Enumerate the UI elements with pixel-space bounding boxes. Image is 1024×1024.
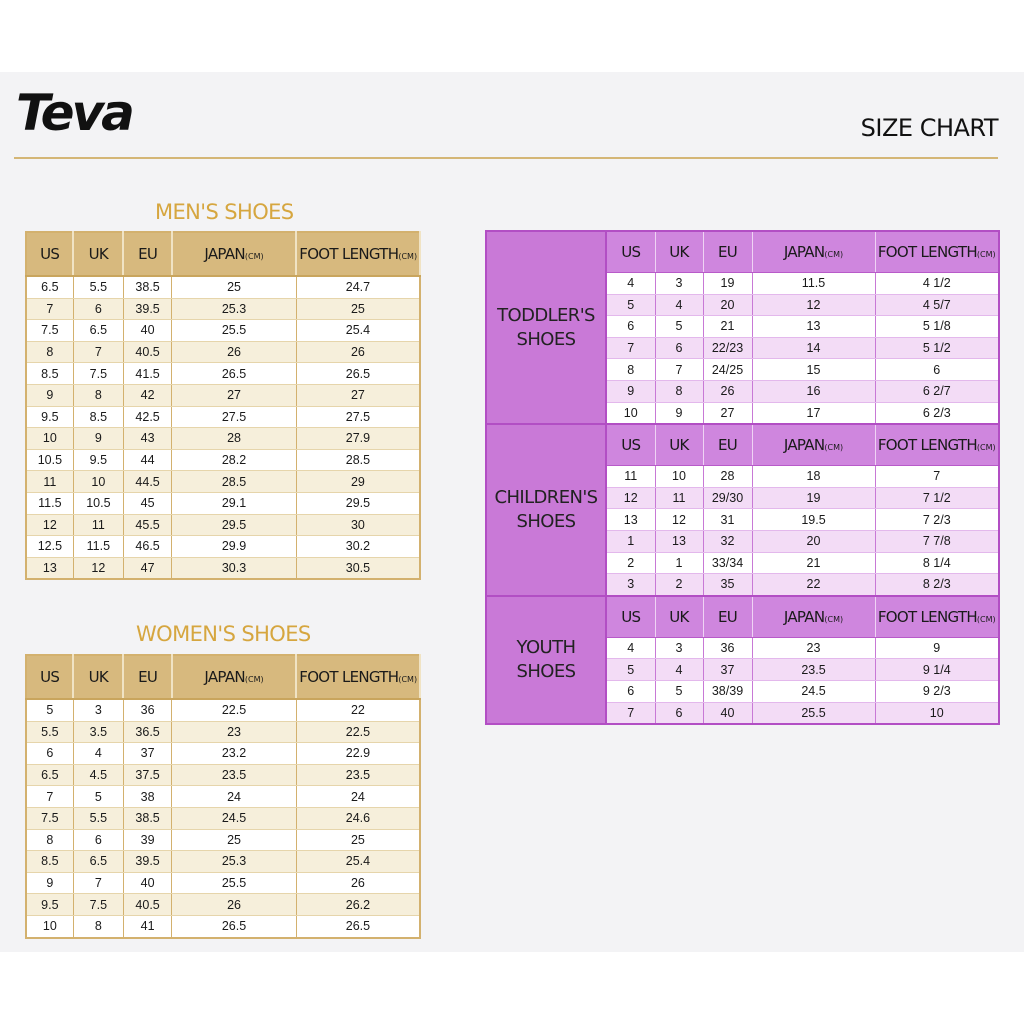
table-cell: 13 [606, 509, 655, 531]
unit-label: (CM) [398, 675, 418, 684]
table-row [26, 363, 420, 385]
kids-header-row [486, 424, 999, 466]
table-cell: 8.5 [73, 406, 123, 428]
men-size-table [25, 231, 421, 580]
kids-col-header: EU [703, 424, 752, 466]
kids-col-header: FOOT LENGTH(CM) [875, 596, 999, 638]
table-cell: 6 [655, 702, 703, 724]
table-row [26, 721, 420, 743]
table-cell: 28.5 [172, 471, 297, 493]
table-cell: 8 [26, 341, 73, 363]
table-cell: 20 [752, 530, 875, 552]
table-cell: 11 [26, 471, 73, 493]
table-cell: 6 [606, 680, 655, 702]
table-cell: 19 [703, 273, 752, 295]
table-row [26, 872, 420, 894]
table-cell: 7 [26, 786, 73, 808]
table-cell: 37 [703, 659, 752, 681]
table-cell: 38/39 [703, 680, 752, 702]
table-row [26, 807, 420, 829]
table-cell: 4 [655, 659, 703, 681]
table-cell: 38.5 [123, 807, 171, 829]
table-cell: 7 [73, 341, 123, 363]
table-cell: 11 [606, 466, 655, 488]
table-cell: 26 [172, 341, 297, 363]
table-cell: 39.5 [123, 298, 171, 320]
table-cell: 19 [752, 487, 875, 509]
table-cell: 16 [752, 380, 875, 402]
table-cell: 9 [655, 402, 703, 424]
table-cell: 26 [703, 380, 752, 402]
table-cell: 8 [606, 359, 655, 381]
table-cell: 10 [875, 702, 999, 724]
women-col-header: EU [123, 655, 171, 699]
table-cell: 22.5 [172, 699, 297, 721]
table-cell: 4.5 [73, 764, 123, 786]
table-cell: 9 [875, 637, 999, 659]
table-row [26, 341, 420, 363]
table-cell: 36 [123, 699, 171, 721]
table-cell: 12.5 [26, 536, 73, 558]
table-cell: 42.5 [123, 406, 171, 428]
table-cell: 14 [752, 337, 875, 359]
table-cell: 24.7 [296, 276, 420, 298]
table-cell: 3 [606, 574, 655, 596]
kids-col-header: US [606, 424, 655, 466]
table-cell: 13 [26, 557, 73, 579]
unit-label: (CM) [244, 252, 264, 261]
table-cell: 4 5/7 [875, 294, 999, 316]
table-cell: 19.5 [752, 509, 875, 531]
table-cell: 41.5 [123, 363, 171, 385]
table-cell: 11.5 [752, 273, 875, 295]
table-cell: 27.5 [296, 406, 420, 428]
table-cell: 12 [752, 294, 875, 316]
kids-col-header: JAPAN(CM) [752, 424, 875, 466]
table-cell: 5 [655, 680, 703, 702]
table-cell: 9 [26, 384, 73, 406]
table-cell: 7 [73, 872, 123, 894]
women-size-table [25, 654, 421, 939]
teva-logo [14, 86, 174, 136]
table-cell: 27.5 [172, 406, 297, 428]
kids-header-row [486, 231, 999, 273]
table-cell: 22 [296, 699, 420, 721]
table-cell: 23 [752, 637, 875, 659]
table-cell: 12 [26, 514, 73, 536]
table-cell: 30.5 [296, 557, 420, 579]
table-cell: 22/23 [703, 337, 752, 359]
table-cell: 5.5 [73, 807, 123, 829]
table-cell: 18 [752, 466, 875, 488]
table-cell: 21 [703, 316, 752, 338]
table-cell: 8 [26, 829, 73, 851]
table-row [26, 492, 420, 514]
table-cell: 38 [123, 786, 171, 808]
women-col-header: UK [73, 655, 123, 699]
table-cell: 5 [606, 294, 655, 316]
table-cell: 29.1 [172, 492, 297, 514]
table-cell: 10 [73, 471, 123, 493]
table-cell: 9 [26, 872, 73, 894]
unit-label: (CM) [976, 614, 996, 624]
table-cell: 35 [703, 574, 752, 596]
table-cell: 10 [26, 915, 73, 937]
table-cell: 3.5 [73, 721, 123, 743]
table-cell: 11 [73, 514, 123, 536]
table-cell: 26.5 [172, 363, 297, 385]
table-cell: 8.5 [26, 851, 73, 873]
table-row [26, 471, 420, 493]
kids-col-header: EU [703, 596, 752, 638]
table-cell: 25 [172, 829, 297, 851]
table-cell: 23.5 [172, 764, 297, 786]
table-cell: 37.5 [123, 764, 171, 786]
table-cell: 4 1/2 [875, 273, 999, 295]
table-cell: 23 [172, 721, 297, 743]
table-row [26, 384, 420, 406]
table-cell: 4 [73, 743, 123, 765]
women-section-title: WOMEN'S SHOES [136, 622, 311, 646]
kids-col-header: UK [655, 596, 703, 638]
kids-col-header: US [606, 596, 655, 638]
table-cell: 6.5 [73, 320, 123, 342]
table-cell: 44.5 [123, 471, 171, 493]
table-cell: 6 [606, 316, 655, 338]
kids-col-header: FOOT LENGTH(CM) [875, 424, 999, 466]
table-cell: 26.5 [296, 363, 420, 385]
table-row [26, 406, 420, 428]
table-cell: 29/30 [703, 487, 752, 509]
table-cell: 26.5 [172, 915, 297, 937]
table-cell: 7 [875, 466, 999, 488]
table-cell: 9 [73, 428, 123, 450]
table-cell: 6.5 [26, 276, 73, 298]
women-col-header: FOOT LENGTH(CM) [296, 655, 420, 699]
table-cell: 8 [655, 380, 703, 402]
table-cell: 25.3 [172, 298, 297, 320]
unit-label: (CM) [824, 250, 844, 259]
table-cell: 17 [752, 402, 875, 424]
kids-col-header: JAPAN(CM) [752, 596, 875, 638]
kids-col-header: UK [655, 424, 703, 466]
age-group-label: TODDLER'S SHOES [486, 231, 606, 424]
table-cell: 9 1/4 [875, 659, 999, 681]
table-cell: 47 [123, 557, 171, 579]
table-cell: 2 [655, 574, 703, 596]
table-cell: 25 [172, 276, 297, 298]
table-cell: 22 [752, 574, 875, 596]
table-cell: 4 [655, 294, 703, 316]
kids-header-row [486, 596, 999, 638]
table-cell: 7 7/8 [875, 530, 999, 552]
table-cell: 28 [703, 466, 752, 488]
table-cell: 6.5 [73, 851, 123, 873]
table-cell: 1 [655, 552, 703, 574]
table-cell: 11.5 [26, 492, 73, 514]
table-cell: 13 [655, 530, 703, 552]
kids-size-table [485, 230, 1000, 725]
table-cell: 3 [73, 699, 123, 721]
table-cell: 32 [703, 530, 752, 552]
table-cell: 20 [703, 294, 752, 316]
table-cell: 22.5 [296, 721, 420, 743]
kids-col-header: FOOT LENGTH(CM) [875, 231, 999, 273]
table-cell: 24.5 [752, 680, 875, 702]
unit-label: (CM) [398, 252, 418, 261]
table-cell: 5.5 [26, 721, 73, 743]
table-cell: 25.4 [296, 851, 420, 873]
table-cell: 8 1/4 [875, 552, 999, 574]
unit-label: (CM) [976, 443, 996, 453]
table-cell: 40.5 [123, 341, 171, 363]
men-col-header: FOOT LENGTH(CM) [296, 232, 420, 276]
table-cell: 7.5 [73, 363, 123, 385]
table-cell: 24.6 [296, 807, 420, 829]
table-cell: 9.5 [26, 894, 73, 916]
table-cell: 23.5 [296, 764, 420, 786]
table-cell: 45 [123, 492, 171, 514]
table-cell: 15 [752, 359, 875, 381]
table-row [26, 298, 420, 320]
table-cell: 26 [296, 872, 420, 894]
table-cell: 38.5 [123, 276, 171, 298]
table-cell: 7.5 [26, 807, 73, 829]
table-row [26, 894, 420, 916]
table-cell: 28.5 [296, 449, 420, 471]
table-cell: 40 [703, 702, 752, 724]
table-cell: 36.5 [123, 721, 171, 743]
table-cell: 7 [606, 702, 655, 724]
table-cell: 25.5 [172, 872, 297, 894]
table-row [26, 320, 420, 342]
table-row [26, 428, 420, 450]
table-cell: 7 2/3 [875, 509, 999, 531]
table-cell: 29.5 [296, 492, 420, 514]
unit-label: (CM) [244, 675, 264, 684]
women-header-row [26, 655, 420, 699]
table-cell: 5 1/2 [875, 337, 999, 359]
table-cell: 5 [606, 659, 655, 681]
table-cell: 7 1/2 [875, 487, 999, 509]
kids-col-header: JAPAN(CM) [752, 231, 875, 273]
table-cell: 7 [26, 298, 73, 320]
table-cell: 6 [73, 829, 123, 851]
table-cell: 27 [172, 384, 297, 406]
table-row [26, 829, 420, 851]
table-cell: 29.9 [172, 536, 297, 558]
table-cell: 11 [655, 487, 703, 509]
table-cell: 5 [26, 699, 73, 721]
kids-col-header: US [606, 231, 655, 273]
table-cell: 6 2/3 [875, 402, 999, 424]
table-cell: 30 [296, 514, 420, 536]
table-cell: 25.4 [296, 320, 420, 342]
table-cell: 27 [296, 384, 420, 406]
table-cell: 9.5 [73, 449, 123, 471]
table-row [26, 449, 420, 471]
kids-col-header: EU [703, 231, 752, 273]
table-cell: 36 [703, 637, 752, 659]
table-cell: 29 [296, 471, 420, 493]
men-col-header: EU [123, 232, 171, 276]
table-cell: 3 [655, 273, 703, 295]
table-cell: 6 2/7 [875, 380, 999, 402]
table-cell: 40 [123, 872, 171, 894]
table-cell: 6 [73, 298, 123, 320]
table-cell: 27 [703, 402, 752, 424]
table-cell: 24 [296, 786, 420, 808]
table-cell: 30.2 [296, 536, 420, 558]
table-cell: 8 2/3 [875, 574, 999, 596]
table-cell: 31 [703, 509, 752, 531]
table-cell: 21 [752, 552, 875, 574]
page-title: SIZE CHART [860, 114, 998, 142]
table-cell: 5.5 [73, 276, 123, 298]
table-cell: 11.5 [73, 536, 123, 558]
table-cell: 25.5 [752, 702, 875, 724]
table-row [26, 699, 420, 721]
table-cell: 39 [123, 829, 171, 851]
table-cell: 43 [123, 428, 171, 450]
table-row [26, 536, 420, 558]
table-cell: 42 [123, 384, 171, 406]
table-cell: 7 [606, 337, 655, 359]
table-cell: 25 [296, 829, 420, 851]
table-cell: 5 [655, 316, 703, 338]
table-cell: 22.9 [296, 743, 420, 765]
table-cell: 7 [655, 359, 703, 381]
table-cell: 26.5 [296, 915, 420, 937]
table-cell: 13 [752, 316, 875, 338]
table-cell: 3 [655, 637, 703, 659]
women-col-header: US [26, 655, 73, 699]
table-cell: 8.5 [26, 363, 73, 385]
table-cell: 5 1/8 [875, 316, 999, 338]
age-group-label: YOUTH SHOES [486, 596, 606, 724]
men-col-header: UK [73, 232, 123, 276]
header-divider [14, 157, 998, 159]
table-cell: 23.2 [172, 743, 297, 765]
table-cell: 6 [26, 743, 73, 765]
table-cell: 12 [655, 509, 703, 531]
table-cell: 37 [123, 743, 171, 765]
table-cell: 25 [296, 298, 420, 320]
table-cell: 10 [26, 428, 73, 450]
men-col-header: JAPAN(CM) [172, 232, 297, 276]
table-cell: 4 [606, 637, 655, 659]
table-cell: 39.5 [123, 851, 171, 873]
table-cell: 40 [123, 320, 171, 342]
table-row [26, 786, 420, 808]
table-cell: 9 2/3 [875, 680, 999, 702]
table-cell: 8 [73, 915, 123, 937]
table-row [26, 514, 420, 536]
table-cell: 26 [296, 341, 420, 363]
table-cell: 10.5 [26, 449, 73, 471]
table-row [26, 915, 420, 937]
table-cell: 25.3 [172, 851, 297, 873]
men-section-title: MEN'S SHOES [155, 200, 294, 224]
svg-text:Teva: Teva [16, 86, 132, 136]
table-cell: 40.5 [123, 894, 171, 916]
table-cell: 24.5 [172, 807, 297, 829]
table-cell: 23.5 [752, 659, 875, 681]
unit-label: (CM) [824, 614, 844, 624]
unit-label: (CM) [824, 443, 844, 453]
table-cell: 44 [123, 449, 171, 471]
table-cell: 9 [606, 380, 655, 402]
age-group-label: CHILDREN'S SHOES [486, 424, 606, 596]
women-col-header: JAPAN(CM) [172, 655, 297, 699]
unit-label: (CM) [976, 250, 996, 259]
table-cell: 41 [123, 915, 171, 937]
table-cell: 29.5 [172, 514, 297, 536]
table-cell: 6 [875, 359, 999, 381]
table-cell: 10 [606, 402, 655, 424]
kids-col-header: UK [655, 231, 703, 273]
table-cell: 12 [73, 557, 123, 579]
table-cell: 45.5 [123, 514, 171, 536]
table-cell: 9.5 [26, 406, 73, 428]
table-row [26, 764, 420, 786]
table-cell: 24/25 [703, 359, 752, 381]
table-cell: 2 [606, 552, 655, 574]
table-cell: 28 [172, 428, 297, 450]
table-cell: 10 [655, 466, 703, 488]
table-cell: 46.5 [123, 536, 171, 558]
table-cell: 7.5 [73, 894, 123, 916]
men-col-header: US [26, 232, 73, 276]
table-cell: 26.2 [296, 894, 420, 916]
table-cell: 25.5 [172, 320, 297, 342]
table-cell: 7.5 [26, 320, 73, 342]
table-cell: 6 [655, 337, 703, 359]
table-row [26, 851, 420, 873]
table-cell: 4 [606, 273, 655, 295]
table-cell: 8 [73, 384, 123, 406]
table-cell: 27.9 [296, 428, 420, 450]
table-cell: 33/34 [703, 552, 752, 574]
table-row [26, 276, 420, 298]
men-header-row [26, 232, 420, 276]
table-row [26, 743, 420, 765]
table-cell: 5 [73, 786, 123, 808]
table-row [26, 557, 420, 579]
table-cell: 30.3 [172, 557, 297, 579]
table-cell: 28.2 [172, 449, 297, 471]
table-cell: 10.5 [73, 492, 123, 514]
table-cell: 26 [172, 894, 297, 916]
table-cell: 12 [606, 487, 655, 509]
table-cell: 1 [606, 530, 655, 552]
table-cell: 6.5 [26, 764, 73, 786]
table-cell: 24 [172, 786, 297, 808]
